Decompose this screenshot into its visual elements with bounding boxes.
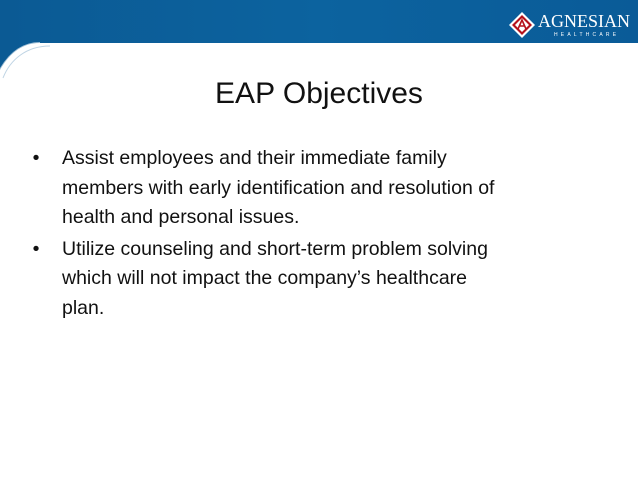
logo-subtitle: HEALTHCARE — [554, 32, 620, 38]
diamond-a-logo-icon — [508, 11, 536, 39]
bullet-dot-icon: • — [32, 147, 40, 169]
agnesian-logo — [508, 8, 630, 42]
bullet-line: plan. — [62, 296, 105, 319]
bullet-line: members with early identification and resolution of — [62, 176, 495, 199]
bullet-dot-icon: • — [32, 237, 40, 260]
bullet-item — [25, 235, 595, 324]
bullet-line: Utilize counseling and short-term problem solving — [62, 237, 488, 260]
bullet-list — [25, 144, 595, 325]
slide-title: EAP Objectives — [215, 77, 423, 110]
bullet-line: which will not impact the company’s healthcare — [62, 267, 468, 289]
logo-wordmark: AGNESIAN — [538, 11, 630, 31]
bullet-item — [25, 144, 595, 233]
bullet-line: health and personal issues. — [62, 206, 300, 228]
bullet-line: Assist employees and their immediate family — [62, 147, 447, 169]
